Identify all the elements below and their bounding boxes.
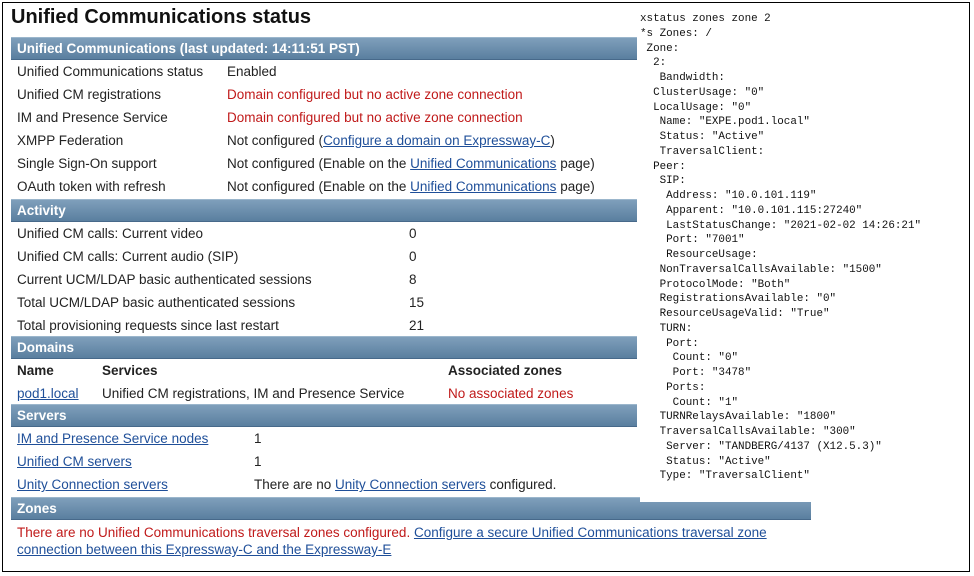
activity-row [11,222,637,245]
console-line: Peer: [640,160,686,173]
activity-section [11,199,637,337]
console-line: 2: [640,57,667,70]
activity-label: Unified CM calls: Current audio (SIP) [17,249,239,264]
activity-value: 8 [409,272,417,287]
activity-label: Total UCM/LDAP basic authenticated sessions [17,295,296,310]
console-line: Count: "1" [640,396,739,409]
activity-value: 0 [409,249,417,264]
value-prefix: Not configured (Enable on the [227,179,411,194]
activity-value: 0 [409,226,417,241]
uc-status-section [11,37,637,198]
uc-row-oauth [11,175,637,198]
uc-row-status [11,60,637,83]
zones-header: Zones [11,497,811,520]
configure-domain-link[interactable]: Configure a domain on Expressway-C [323,133,551,148]
console-line: TURN: [640,322,693,335]
console-line: xstatus zones zone 2 [640,13,771,25]
console-line: TraversalClient: [640,145,765,158]
servers-header: Servers [11,404,637,427]
console-line: TURNRelaysAvailable: "1800" [640,411,837,424]
console-output [640,12,922,502]
uc-value-warning: Domain configured but no active zone connection [227,87,523,102]
zones-section [11,497,811,558]
unified-communications-link[interactable]: Unified Communications [410,156,557,171]
value-prefix: Not configured ( [227,133,324,148]
console-line: Bandwidth: [640,72,725,84]
activity-value: 21 [409,318,425,333]
column-header-services: Services [102,363,158,378]
domains-column-headers [11,359,637,382]
value-suffix: ) [550,133,555,148]
value-prefix: There are no [254,477,336,492]
activity-label: Current UCM/LDAP basic authenticated sessions [17,272,312,287]
uc-row-xmpp [11,129,637,152]
uc-value-warning: Domain configured but no active zone connection [227,110,523,125]
activity-row [11,268,637,291]
domain-zones-warning: No associated zones [448,386,574,401]
uc-label: IM and Presence Service [17,110,168,125]
uc-value: Enabled [227,64,277,79]
console-line: Status: "Active" [640,455,771,468]
im-presence-nodes-link[interactable]: IM and Presence Service nodes [17,431,209,446]
domain-row [11,382,637,405]
console-line: LastStatusChange: "2021-02-02 14:26:21" [640,219,922,232]
activity-row [11,245,637,268]
console-line: Ports: [640,381,706,394]
console-line: Type: "TraversalClient" [640,470,810,483]
uc-label: OAuth token with refresh [17,179,166,194]
console-line: Port: "3478" [640,367,752,379]
unified-communications-link[interactable]: Unified Communications [410,179,557,194]
domains-header: Domains [11,336,637,359]
console-line: Status: "Active" [640,131,765,143]
console-line: Apparent: "10.0.101.115:27240" [640,204,863,217]
uc-label: Unified CM registrations [17,87,162,102]
page-title: Unified Communications status [11,6,312,28]
zones-message [11,520,823,558]
uc-value [227,175,595,198]
domain-name-link[interactable]: pod1.local [17,386,79,401]
activity-value: 15 [409,295,425,310]
column-header-name: Name [17,363,54,378]
console-line: Zone: [640,42,680,55]
console-line: Server: "TANDBERG/4137 (X12.5.3)" [640,440,882,453]
domains-section [11,336,637,405]
configure-traversal-zone-link[interactable]: Configure a secure Unified Communications traversal zone connection between this Expressway-C and the Expressway-E [17,525,767,557]
domain-services: Unified CM registrations, IM and Presence Service [102,386,405,401]
activity-row [11,314,637,337]
console-line: ProtocolMode: "Both" [640,278,791,291]
unified-cm-servers-link[interactable]: Unified CM servers [17,454,132,469]
console-line: ClusterUsage: "0" [640,86,765,99]
server-value [254,473,556,496]
uc-value [227,129,555,152]
uc-section-header: Unified Communications (last updated: 14:11:51 PST) [11,37,637,60]
server-row [11,450,637,473]
console-line: NonTraversalCallsAvailable: "1500" [640,263,882,276]
uc-label: Single Sign-On support [17,156,157,171]
console-line: Name: "EXPE.pod1.local" [640,116,810,129]
uc-label: Unified Communications status [17,64,204,79]
server-row [11,427,637,450]
console-line: RegistrationsAvailable: "0" [640,293,837,306]
uc-row-im-presence [11,106,637,129]
activity-label: Total provisioning requests since last restart [17,318,279,333]
console-line: SIP: [640,175,686,188]
console-line: ResourceUsageValid: "True" [640,308,830,320]
value-suffix: configured. [485,477,557,492]
server-row [11,473,637,496]
server-count: 1 [254,431,262,446]
unity-connection-servers-link[interactable]: Unity Connection servers [17,477,168,492]
value-suffix: page) [556,156,595,171]
unity-connection-servers-inline-link[interactable]: Unity Connection servers [335,477,486,492]
uc-label: XMPP Federation [17,133,124,148]
column-header-zones: Associated zones [448,363,563,378]
zones-warning: There are no Unified Communications traversal zones configured. [17,525,411,540]
activity-row [11,291,637,314]
console-line: Address: "10.0.101.119" [640,190,817,202]
console-line: Count: "0" [640,352,739,365]
value-suffix: page) [556,179,595,194]
console-line: Port: [640,337,699,350]
console-line: ResourceUsage: [640,249,758,261]
server-count: 1 [254,454,262,469]
uc-value [227,152,595,175]
activity-label: Unified CM calls: Current video [17,226,204,241]
uc-row-cm-registrations [11,83,637,106]
uc-row-sso [11,152,637,175]
value-prefix: Not configured (Enable on the [227,156,411,171]
servers-section [11,404,637,496]
console-line: LocalUsage: "0" [640,101,752,114]
activity-header: Activity [11,199,637,222]
console-line: *s Zones: / [640,27,712,40]
console-line: TraversalCallsAvailable: "300" [640,426,856,438]
console-line: Port: "7001" [640,234,745,247]
